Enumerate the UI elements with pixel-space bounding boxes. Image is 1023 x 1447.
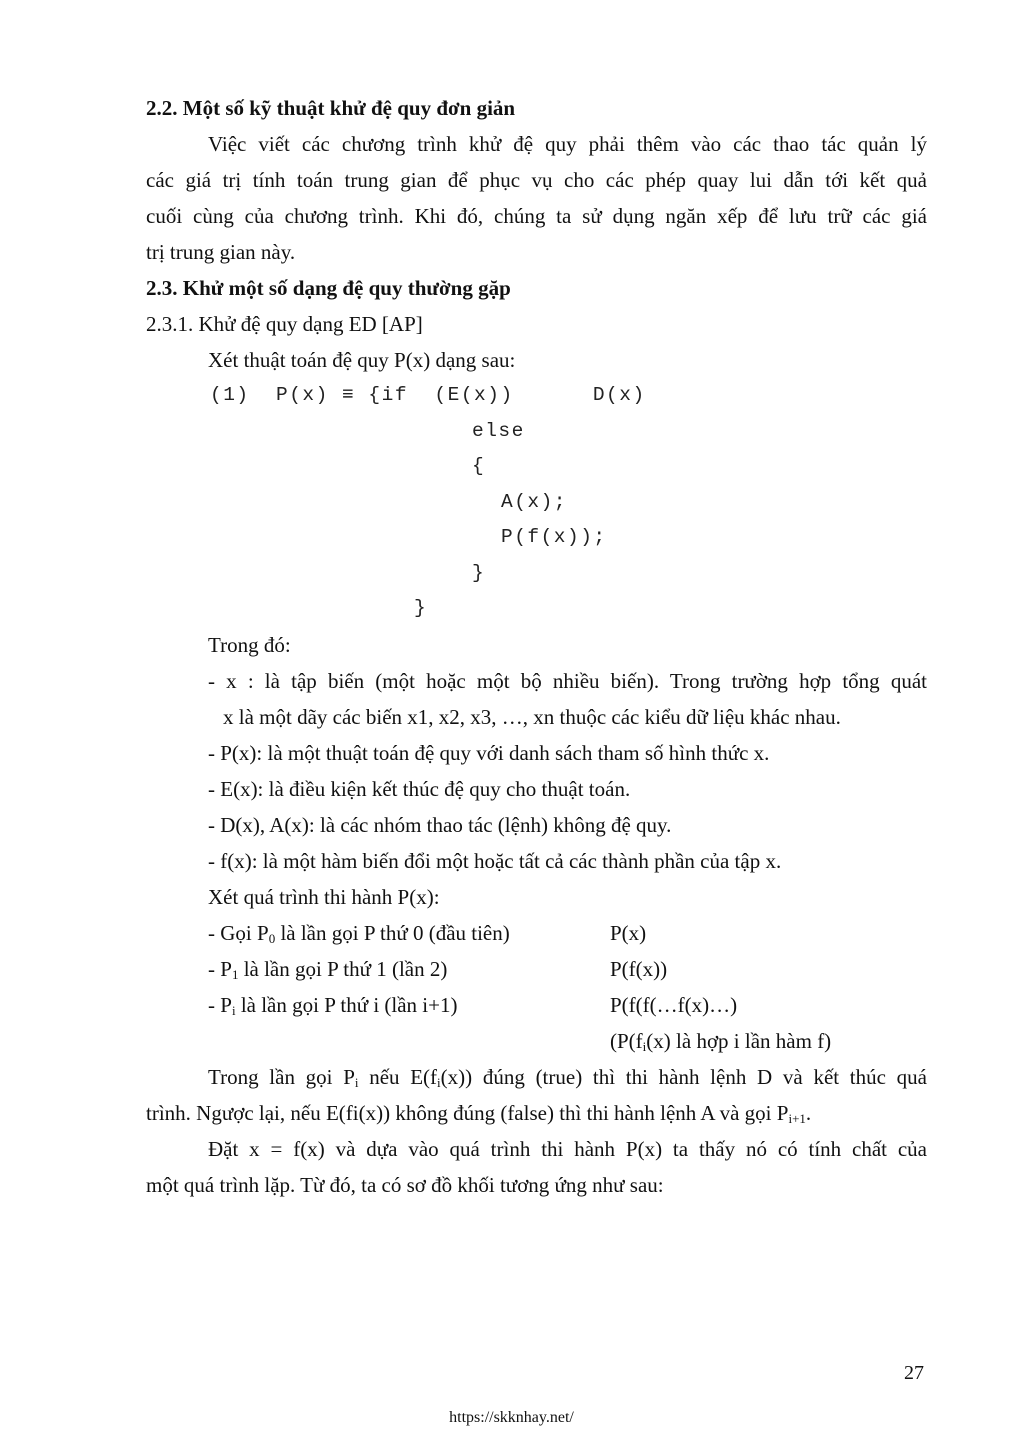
paragraph-line: Việc viết các chương trình khử đệ quy phải thêm vào các thao tác quản lý xyxy=(208,132,927,156)
paragraph-line: các giá trị tính toán trung gian để phục vụ cho các phép quay lui dẫn tới kết quả xyxy=(146,168,927,192)
section-heading-2-3: 2.3. Khử một số dạng đệ quy thường gặp xyxy=(146,276,511,300)
call-note: ($P(f_i(x)$ là hợp i lần hàm f) xyxy=(610,1028,832,1054)
paragraph-line: Đặt x = f(x) và dựa vào quá trình thi hành P(x) ta thấy nó có tính chất của xyxy=(208,1136,927,1161)
code-line: P(f(x)); xyxy=(501,526,607,548)
page-number: 27 xyxy=(904,1362,924,1384)
paragraph-line: Xét thuật toán đệ quy P(x) dạng sau: xyxy=(208,348,516,372)
paragraph-line: cuối cùng của chương trình. Khi đó, chúng ta sử dụng ngăn xếp để lưu trữ các giá xyxy=(146,204,927,228)
call-row: - Gọi $P_0$ là lần gọi P thứ 0 (đầu tiên) P(x) xyxy=(146,915,927,951)
call-row-note xyxy=(146,1023,927,1059)
paragraph-line: Trong đó: xyxy=(208,632,291,657)
call-expression: P(f(x)) xyxy=(610,956,668,981)
paragraph-line: trình. Ngược lại, nếu E(fi(x)) không đúng (false) thì thi hành lệnh A và gọi $P_{i+1}$. xyxy=(146,1100,812,1126)
call-row: - $P_i$ là lần gọi P thứ i (lần i+1) P(f(f(…f(x)…) xyxy=(146,987,927,1023)
code-line: (1) P(x) ≡ {if (E(x)) D(x) xyxy=(210,384,646,406)
subsection-heading: 2.3.1. Khử đệ quy dạng ED [AP] xyxy=(146,312,423,336)
call-row: - $P_1$ là lần gọi P thứ 1 (lần 2) P(f(x)) xyxy=(146,951,927,987)
call-expression: P(f(f(…f(x)…) xyxy=(610,992,738,1017)
code-line: } xyxy=(472,561,486,584)
paragraph-line: trị trung gian này. xyxy=(146,240,296,264)
page-body xyxy=(146,90,927,1203)
paragraph-line: một quá trình lặp. Từ đó, ta có sơ đồ khối tương ứng như sau: xyxy=(146,1172,664,1197)
code-line: { xyxy=(472,455,486,477)
code-line: A(x); xyxy=(501,490,568,513)
code-line: else xyxy=(472,419,525,442)
paragraph-line: Trong lần gọi $P_i$ nếu $E(f_i(x))$ đúng (true) thì thi hành lệnh D và kết thúc quá xyxy=(208,1064,927,1090)
list-item: - D(x), A(x): là các nhóm thao tác (lệnh) không đệ quy. xyxy=(208,812,672,837)
paragraph-line: Xét quá trình thi hành P(x): xyxy=(208,884,440,909)
code-line: } xyxy=(414,597,428,619)
list-item: - E(x): là điều kiện kết thúc đệ quy cho thuật toán. xyxy=(208,776,631,801)
section-heading-2-2: 2.2. Một số kỹ thuật khử đệ quy đơn giản xyxy=(146,96,516,120)
list-item: - f(x): là một hàm biến đổi một hoặc tất cả các thành phần của tập x. xyxy=(208,848,782,873)
list-item: - P(x): là một thuật toán đệ quy với danh sách tham số hình thức x. xyxy=(208,740,770,765)
footer-url: https://skknhay.net/ xyxy=(449,1409,574,1426)
list-item-continuation: x là một dãy các biến x1, x2, x3, …, xn thuộc các kiểu dữ liệu khác nhau. xyxy=(223,704,841,729)
list-item: - x : là tập biến (một hoặc một bộ nhiều biến). Trong trường hợp tổng quát xyxy=(208,668,927,693)
call-expression: P(x) xyxy=(610,920,647,945)
code-block xyxy=(146,378,927,627)
